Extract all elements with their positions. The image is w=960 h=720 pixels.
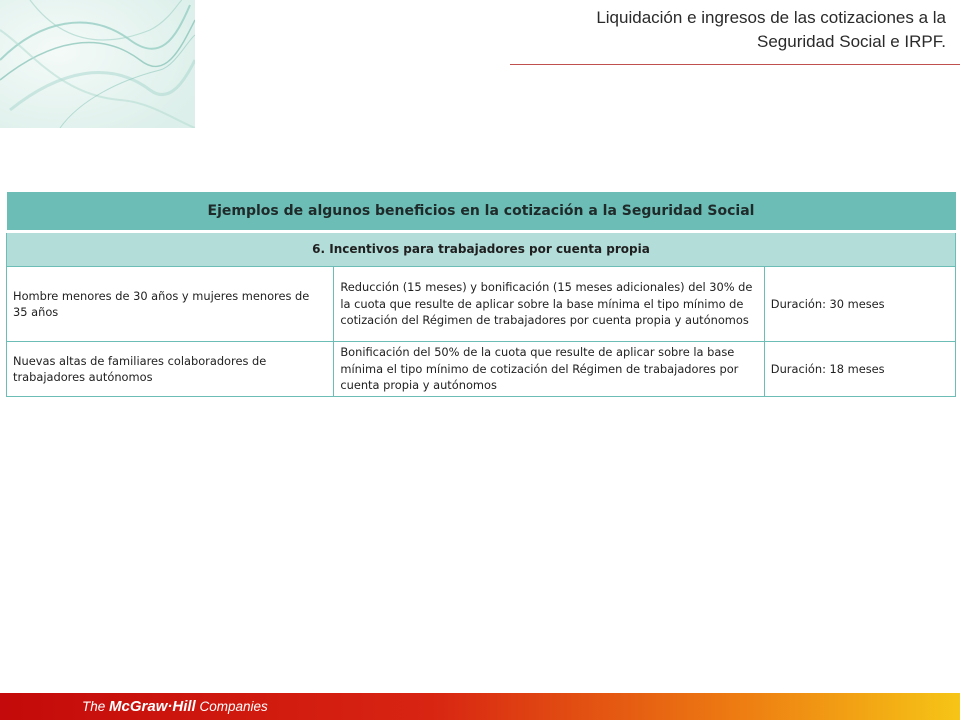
duration-cell: Duración: 18 meses (764, 342, 955, 397)
duration-cell: Duración: 30 meses (764, 267, 955, 342)
beneficiary-cell: Hombre menores de 30 años y mujeres menores de 35 años (7, 267, 334, 342)
table-title: Ejemplos de algunos beneficios en la cotización a la Seguridad Social (7, 192, 956, 232)
slide-title-line-1: Liquidación e ingresos de las cotizaciones a la (596, 8, 946, 27)
logo-brand: McGraw·Hill (109, 698, 196, 715)
table-row (7, 342, 956, 397)
beneficiary-cell: Nuevas altas de familiares colaboradores de trabajadores autónomos (7, 342, 334, 397)
decorative-swirl-graphic (0, 0, 195, 128)
slide-title-line-2: Seguridad Social e IRPF. (757, 32, 946, 51)
benefits-table (6, 192, 956, 397)
publisher-logo (82, 697, 268, 717)
slide-title (466, 6, 946, 54)
table-row (7, 267, 956, 342)
table-section-header: 6. Incentivos para trabajadores por cuenta propia (7, 232, 956, 267)
footer-bar (0, 693, 960, 720)
benefit-description-cell: Bonificación del 50% de la cuota que resulte de aplicar sobre la base mínima el tipo mínimo de cotización del Régimen de trabajadores por cuenta propia y autónomos (334, 342, 764, 397)
title-divider (510, 64, 960, 65)
logo-prefix: The (82, 699, 106, 714)
logo-suffix: Companies (199, 699, 268, 714)
benefit-description-cell: Reducción (15 meses) y bonificación (15 meses adicionales) del 30% de la cuota que resulte de aplicar sobre la base mínima el tipo mínimo de cotización del Régimen de trabajadores por cuenta propia y autónomos (334, 267, 764, 342)
